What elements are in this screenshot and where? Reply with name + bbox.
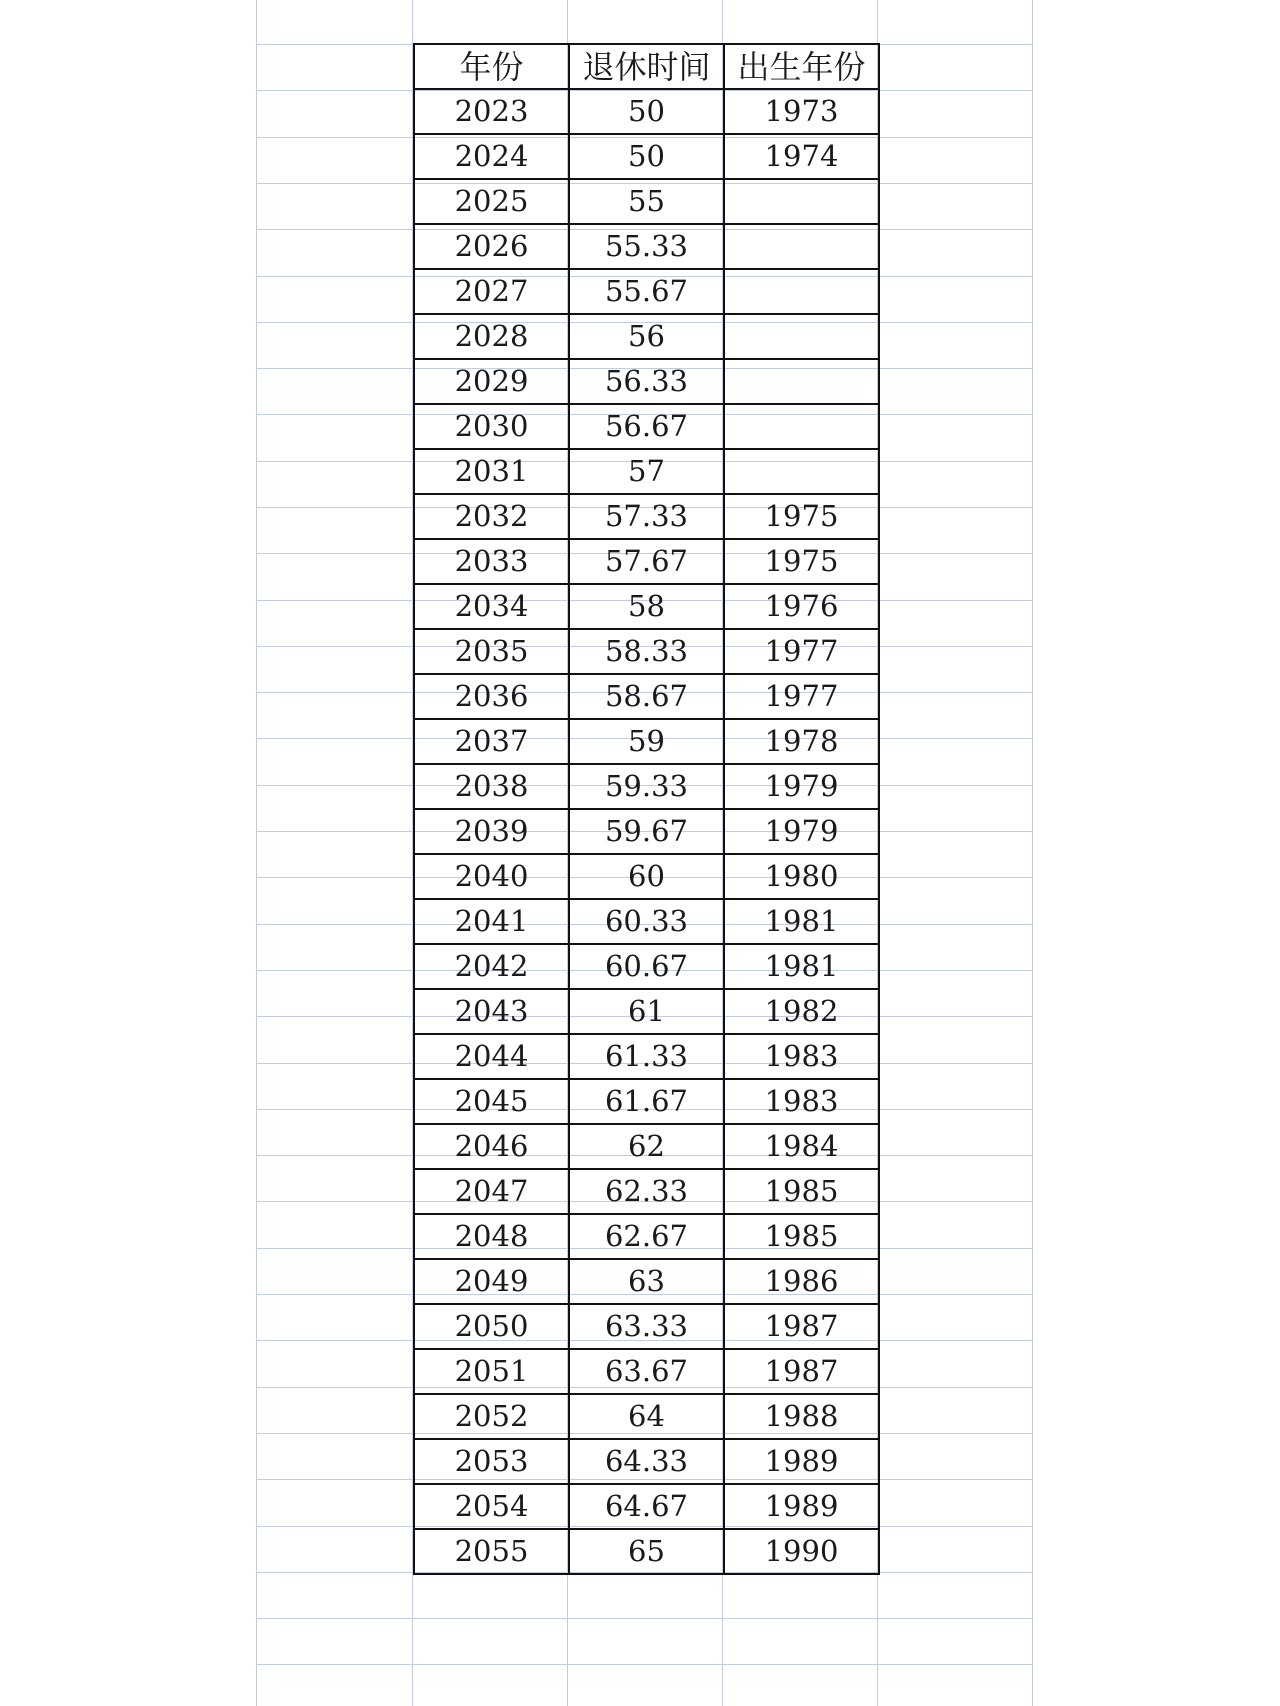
cell-year[interactable]: 2053	[414, 1439, 569, 1484]
cell-year[interactable]: 2029	[414, 359, 569, 404]
table-row	[414, 1034, 879, 1079]
cell-retirement-age[interactable]: 62.33	[569, 1169, 724, 1214]
cell-year[interactable]: 2044	[414, 1034, 569, 1079]
cell-birth-year[interactable]: 1986	[724, 1259, 879, 1304]
cell-birth-year[interactable]: 1974	[724, 134, 879, 179]
cell-retirement-age[interactable]: 57.67	[569, 539, 724, 584]
cell-year[interactable]: 2050	[414, 1304, 569, 1349]
grid-row-line	[256, 1664, 1033, 1665]
table-row	[414, 449, 879, 494]
table-row	[414, 1259, 879, 1304]
table-row	[414, 1079, 879, 1124]
cell-retirement-age[interactable]: 64	[569, 1394, 724, 1439]
table-row	[414, 359, 879, 404]
cell-year[interactable]: 2024	[414, 134, 569, 179]
table-row	[414, 1214, 879, 1259]
cell-birth-year[interactable]	[724, 449, 879, 494]
cell-year[interactable]: 2052	[414, 1394, 569, 1439]
table-row	[414, 1124, 879, 1169]
cell-year[interactable]: 2025	[414, 179, 569, 224]
table-header-row	[414, 44, 879, 89]
cell-retirement-age[interactable]: 56	[569, 314, 724, 359]
cell-retirement-age[interactable]: 55.67	[569, 269, 724, 314]
cell-birth-year[interactable]: 1988	[724, 1394, 879, 1439]
cell-year[interactable]: 2023	[414, 89, 569, 134]
table-row	[414, 494, 879, 539]
table-row	[414, 899, 879, 944]
grid-row-line	[256, 1618, 1033, 1619]
cell-birth-year[interactable]	[724, 269, 879, 314]
table-row	[414, 629, 879, 674]
cell-retirement-age[interactable]: 59	[569, 719, 724, 764]
table-row	[414, 584, 879, 629]
cell-retirement-age[interactable]: 59.67	[569, 809, 724, 854]
cell-year[interactable]: 2048	[414, 1214, 569, 1259]
cell-birth-year[interactable]	[724, 314, 879, 359]
cell-birth-year[interactable]: 1983	[724, 1034, 879, 1079]
cell-birth-year[interactable]: 1977	[724, 674, 879, 719]
cell-year[interactable]: 2047	[414, 1169, 569, 1214]
cell-year[interactable]: 2035	[414, 629, 569, 674]
cell-year[interactable]: 2039	[414, 809, 569, 854]
cell-retirement-age[interactable]: 61.67	[569, 1079, 724, 1124]
cell-birth-year[interactable]: 1975	[724, 494, 879, 539]
cell-birth-year[interactable]: 1975	[724, 539, 879, 584]
table-row	[414, 764, 879, 809]
table-row	[414, 1439, 879, 1484]
cell-retirement-age[interactable]: 60.33	[569, 899, 724, 944]
cell-retirement-age[interactable]: 60	[569, 854, 724, 899]
cell-birth-year[interactable]: 1987	[724, 1304, 879, 1349]
cell-year[interactable]: 2036	[414, 674, 569, 719]
table-row	[414, 1394, 879, 1439]
cell-birth-year[interactable]: 1985	[724, 1214, 879, 1259]
cell-year[interactable]: 2027	[414, 269, 569, 314]
cell-birth-year[interactable]: 1989	[724, 1484, 879, 1529]
cell-retirement-age[interactable]: 61.33	[569, 1034, 724, 1079]
cell-year[interactable]: 2030	[414, 404, 569, 449]
table-row	[414, 1169, 879, 1214]
cell-year[interactable]: 2038	[414, 764, 569, 809]
cell-year[interactable]: 2028	[414, 314, 569, 359]
cell-birth-year[interactable]	[724, 359, 879, 404]
cell-year[interactable]: 2032	[414, 494, 569, 539]
cell-retirement-age[interactable]: 62	[569, 1124, 724, 1169]
cell-retirement-age[interactable]: 63.33	[569, 1304, 724, 1349]
table-row	[414, 809, 879, 854]
cell-year[interactable]: 2043	[414, 989, 569, 1034]
table-row	[414, 1529, 879, 1574]
cell-birth-year[interactable]: 1977	[724, 629, 879, 674]
table-row	[414, 1484, 879, 1529]
cell-year[interactable]: 2042	[414, 944, 569, 989]
cell-retirement-age[interactable]: 50	[569, 134, 724, 179]
cell-retirement-age[interactable]: 50	[569, 89, 724, 134]
cell-retirement-age[interactable]: 62.67	[569, 1214, 724, 1259]
cell-birth-year[interactable]: 1973	[724, 89, 879, 134]
cell-retirement-age[interactable]: 63	[569, 1259, 724, 1304]
table-row	[414, 89, 879, 134]
cell-year[interactable]: 2033	[414, 539, 569, 584]
table-row	[414, 314, 879, 359]
table-row	[414, 179, 879, 224]
cell-year[interactable]: 2040	[414, 854, 569, 899]
cell-retirement-age[interactable]: 56.33	[569, 359, 724, 404]
cell-birth-year[interactable]: 1987	[724, 1349, 879, 1394]
table-row	[414, 944, 879, 989]
cell-birth-year[interactable]: 1984	[724, 1124, 879, 1169]
cell-birth-year[interactable]: 1976	[724, 584, 879, 629]
cell-year[interactable]: 2026	[414, 224, 569, 269]
table-row	[414, 134, 879, 179]
cell-birth-year[interactable]: 1983	[724, 1079, 879, 1124]
grid-column-line	[256, 0, 257, 1706]
table-row	[414, 269, 879, 314]
table-row	[414, 1349, 879, 1394]
cell-retirement-age[interactable]: 61	[569, 989, 724, 1034]
cell-birth-year[interactable]	[724, 404, 879, 449]
cell-retirement-age[interactable]: 65	[569, 1529, 724, 1574]
table-row	[414, 989, 879, 1034]
cell-retirement-age[interactable]: 57	[569, 449, 724, 494]
cell-birth-year[interactable]: 1982	[724, 989, 879, 1034]
cell-birth-year[interactable]: 1979	[724, 764, 879, 809]
table-row	[414, 539, 879, 584]
cell-year[interactable]: 2031	[414, 449, 569, 494]
cell-birth-year[interactable]: 1978	[724, 719, 879, 764]
table-row	[414, 674, 879, 719]
cell-year[interactable]: 2055	[414, 1529, 569, 1574]
header-cell-birth-year[interactable]: 出生年份	[724, 44, 879, 89]
cell-year[interactable]: 2045	[414, 1079, 569, 1124]
cell-birth-year[interactable]	[724, 224, 879, 269]
cell-birth-year[interactable]: 1981	[724, 899, 879, 944]
table-row	[414, 1304, 879, 1349]
cell-year[interactable]: 2041	[414, 899, 569, 944]
header-cell-retirement-age[interactable]: 退休时间	[569, 44, 724, 89]
table-row	[414, 854, 879, 899]
cell-retirement-age[interactable]: 55	[569, 179, 724, 224]
cell-retirement-age[interactable]: 64.67	[569, 1484, 724, 1529]
cell-birth-year[interactable]: 1989	[724, 1439, 879, 1484]
cell-retirement-age[interactable]: 58	[569, 584, 724, 629]
cell-birth-year[interactable]: 1990	[724, 1529, 879, 1574]
cell-retirement-age[interactable]: 63.67	[569, 1349, 724, 1394]
cell-retirement-age[interactable]: 58.67	[569, 674, 724, 719]
retirement-table	[413, 43, 880, 1575]
cell-year[interactable]: 2051	[414, 1349, 569, 1394]
cell-year[interactable]: 2046	[414, 1124, 569, 1169]
cell-retirement-age[interactable]: 58.33	[569, 629, 724, 674]
cell-retirement-age[interactable]: 59.33	[569, 764, 724, 809]
cell-birth-year[interactable]	[724, 179, 879, 224]
cell-birth-year[interactable]: 1985	[724, 1169, 879, 1214]
cell-retirement-age[interactable]: 56.67	[569, 404, 724, 449]
cell-retirement-age[interactable]: 64.33	[569, 1439, 724, 1484]
cell-year[interactable]: 2049	[414, 1259, 569, 1304]
table-row	[414, 719, 879, 764]
header-cell-year[interactable]: 年份	[414, 44, 569, 89]
cell-retirement-age[interactable]: 55.33	[569, 224, 724, 269]
cell-birth-year[interactable]: 1979	[724, 809, 879, 854]
cell-year[interactable]: 2034	[414, 584, 569, 629]
cell-birth-year[interactable]: 1980	[724, 854, 879, 899]
grid-column-line	[1032, 0, 1033, 1706]
cell-retirement-age[interactable]: 57.33	[569, 494, 724, 539]
table-row	[414, 404, 879, 449]
cell-birth-year[interactable]: 1981	[724, 944, 879, 989]
cell-year[interactable]: 2054	[414, 1484, 569, 1529]
table-row	[414, 224, 879, 269]
cell-retirement-age[interactable]: 60.67	[569, 944, 724, 989]
cell-year[interactable]: 2037	[414, 719, 569, 764]
